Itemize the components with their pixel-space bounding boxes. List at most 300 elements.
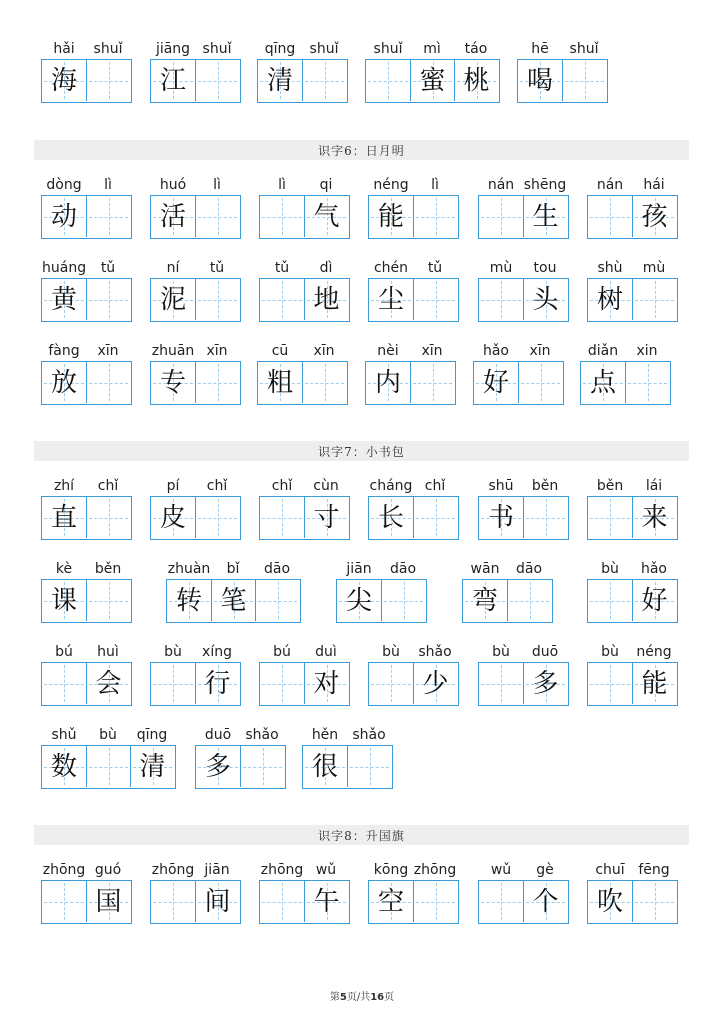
pinyin: bù	[601, 644, 619, 660]
writing-boxes	[41, 496, 132, 540]
word-group	[150, 861, 241, 925]
pinyin: xin	[636, 343, 658, 359]
pinyin: xīn	[206, 343, 228, 359]
character-box	[523, 663, 567, 704]
pinyin-line	[41, 560, 132, 578]
pinyin: tǔ	[100, 260, 116, 276]
word-group	[478, 477, 569, 541]
pinyin: chén	[373, 260, 409, 276]
empty-box[interactable]	[479, 881, 523, 922]
pinyin: hē	[531, 41, 549, 57]
writing-boxes	[257, 59, 348, 103]
empty-box[interactable]	[562, 60, 606, 101]
pinyin: tǔ	[427, 260, 443, 276]
pinyin-line	[336, 560, 427, 578]
character-box	[42, 196, 86, 237]
pinyin: gè	[536, 862, 554, 878]
hanzi: 皮	[159, 502, 186, 533]
character-box	[304, 196, 348, 237]
pinyin-line	[150, 477, 241, 495]
current-page: 5	[339, 992, 347, 1003]
hanzi: 很	[311, 751, 338, 782]
word-group	[368, 861, 459, 925]
word-group	[368, 643, 459, 707]
character-box	[463, 580, 507, 621]
hanzi: 孩	[641, 201, 668, 232]
empty-box[interactable]	[347, 746, 391, 787]
writing-boxes	[150, 496, 241, 540]
character-box	[337, 580, 381, 621]
empty-box[interactable]	[588, 580, 632, 621]
pinyin: dòng	[46, 177, 82, 193]
character-box	[195, 663, 239, 704]
hanzi: 好	[482, 367, 509, 398]
empty-box[interactable]	[369, 663, 413, 704]
page-footer: 第5页/共16页	[329, 992, 395, 1003]
pinyin-line	[41, 259, 132, 277]
empty-box[interactable]	[86, 746, 130, 787]
empty-box[interactable]	[195, 279, 239, 320]
writing-boxes	[41, 579, 132, 623]
word-group	[41, 726, 176, 790]
empty-box[interactable]	[86, 362, 130, 403]
empty-box[interactable]	[588, 663, 632, 704]
word-group	[257, 342, 348, 406]
empty-box[interactable]	[260, 196, 304, 237]
pinyin: zhōng	[42, 862, 86, 878]
writing-boxes	[259, 880, 350, 924]
character-box	[86, 881, 130, 922]
writing-boxes	[478, 880, 569, 924]
empty-box[interactable]	[86, 580, 130, 621]
writing-boxes	[150, 880, 241, 924]
hanzi: 寸	[313, 502, 340, 533]
character-box	[479, 497, 523, 538]
hanzi: 活	[159, 201, 186, 232]
character-box	[632, 663, 676, 704]
pinyin: shuǐ	[373, 41, 403, 57]
pinyin-line	[587, 259, 678, 277]
pinyin: fēng	[638, 862, 670, 878]
pinyin: zhí	[53, 478, 75, 494]
pinyin-line	[150, 643, 241, 661]
character-box	[304, 279, 348, 320]
character-box	[151, 497, 195, 538]
empty-box[interactable]	[413, 497, 457, 538]
empty-box[interactable]	[413, 196, 457, 237]
hanzi: 江	[159, 65, 186, 96]
empty-box[interactable]	[260, 497, 304, 538]
pinyin-line	[41, 477, 132, 495]
writing-boxes	[336, 579, 427, 623]
character-box	[369, 279, 413, 320]
word-group	[259, 477, 350, 541]
pinyin: dì	[319, 260, 333, 276]
pinyin: hǎo	[482, 343, 510, 359]
hanzi: 生	[532, 201, 559, 232]
word-group	[166, 560, 301, 624]
pinyin-line	[580, 342, 671, 360]
character-box	[304, 497, 348, 538]
empty-box[interactable]	[240, 746, 284, 787]
hanzi: 能	[377, 201, 404, 232]
empty-box[interactable]	[195, 362, 239, 403]
pinyin: wǔ	[490, 862, 512, 878]
character-box	[211, 580, 255, 621]
character-box	[632, 497, 676, 538]
writing-boxes	[365, 59, 500, 103]
writing-boxes	[368, 662, 459, 706]
hanzi: 树	[596, 284, 623, 315]
pinyin: xīn	[313, 343, 335, 359]
empty-box[interactable]	[195, 497, 239, 538]
character-box	[523, 196, 567, 237]
pinyin: duì	[315, 644, 337, 660]
pinyin: tǔ	[209, 260, 225, 276]
pinyin: duō	[204, 727, 232, 743]
empty-box[interactable]	[302, 362, 346, 403]
hanzi: 海	[50, 65, 77, 96]
writing-boxes	[587, 278, 678, 322]
word-group	[365, 40, 500, 104]
hanzi: 弯	[471, 585, 498, 616]
hanzi: 桃	[463, 65, 490, 96]
empty-box[interactable]	[588, 196, 632, 237]
writing-boxes	[41, 662, 132, 706]
pinyin: bù	[492, 644, 510, 660]
word-group	[41, 643, 132, 707]
pinyin: kè	[55, 561, 73, 577]
pinyin-line	[587, 861, 678, 879]
writing-boxes	[41, 745, 176, 789]
writing-boxes	[259, 496, 350, 540]
hanzi: 对	[313, 668, 340, 699]
empty-box[interactable]	[479, 279, 523, 320]
word-group	[41, 259, 132, 323]
pinyin: běn	[94, 561, 122, 577]
word-group	[587, 643, 678, 707]
word-group	[41, 176, 132, 240]
character-box	[42, 60, 86, 101]
pinyin-line	[587, 560, 678, 578]
character-box	[304, 881, 348, 922]
hanzi: 清	[139, 751, 166, 782]
word-group	[150, 176, 241, 240]
pinyin-line	[473, 342, 564, 360]
pinyin: jiāng	[155, 41, 191, 57]
character-box	[369, 881, 413, 922]
character-box	[196, 746, 240, 787]
pinyin: shǎo	[418, 644, 452, 660]
pinyin: chǐ	[97, 478, 119, 494]
hanzi: 气	[313, 201, 340, 232]
pinyin: cháng	[369, 478, 413, 494]
empty-box[interactable]	[260, 279, 304, 320]
character-box	[410, 60, 454, 101]
empty-box[interactable]	[195, 60, 239, 101]
word-group	[462, 560, 553, 624]
word-group	[41, 40, 132, 104]
section-header: 识字6：日月明	[34, 140, 689, 160]
writing-boxes	[41, 278, 132, 322]
pinyin-line	[41, 726, 176, 744]
empty-box[interactable]	[625, 362, 669, 403]
pinyin: mù	[642, 260, 666, 276]
writing-boxes	[259, 195, 350, 239]
character-box	[258, 362, 302, 403]
hanzi: 个	[532, 886, 559, 917]
hanzi: 喝	[526, 65, 553, 96]
empty-box[interactable]	[507, 580, 551, 621]
empty-box[interactable]	[195, 196, 239, 237]
writing-boxes	[580, 361, 671, 405]
pinyin: bǐ	[226, 561, 240, 577]
word-group	[580, 342, 671, 406]
word-group	[150, 643, 241, 707]
pinyin-line	[150, 342, 241, 360]
pinyin: fàng	[48, 343, 80, 359]
pinyin: qi	[319, 177, 333, 193]
character-box	[523, 881, 567, 922]
hanzi: 专	[159, 367, 186, 398]
pinyin: zhuān	[151, 343, 195, 359]
word-group	[365, 342, 456, 406]
pinyin: diǎn	[587, 343, 619, 359]
hanzi: 吹	[596, 886, 623, 917]
writing-boxes	[478, 662, 569, 706]
hanzi: 午	[313, 886, 340, 917]
empty-box[interactable]	[632, 279, 676, 320]
pinyin: huó	[159, 177, 187, 193]
empty-box[interactable]	[518, 362, 562, 403]
pinyin: cùn	[313, 478, 339, 494]
empty-box[interactable]	[86, 196, 130, 237]
character-box	[523, 279, 567, 320]
word-group	[41, 861, 132, 925]
pinyin: bú	[273, 644, 291, 660]
empty-box[interactable]	[523, 497, 567, 538]
pinyin: shǎo	[245, 727, 279, 743]
empty-box[interactable]	[260, 881, 304, 922]
pinyin: nèi	[377, 343, 399, 359]
pinyin: xīn	[529, 343, 551, 359]
empty-box[interactable]	[86, 60, 130, 101]
hanzi: 地	[313, 284, 340, 315]
character-box	[588, 881, 632, 922]
section-header: 识字7：小书包	[34, 441, 689, 461]
hanzi: 书	[487, 502, 514, 533]
pinyin: shuǐ	[202, 41, 232, 57]
pinyin: shuǐ	[93, 41, 123, 57]
pinyin-line	[368, 861, 459, 879]
hanzi: 动	[50, 201, 77, 232]
hanzi: 少	[422, 668, 449, 699]
writing-boxes	[587, 195, 678, 239]
pinyin: wǔ	[315, 862, 337, 878]
hanzi: 点	[589, 367, 616, 398]
character-box	[632, 196, 676, 237]
empty-box[interactable]	[86, 279, 130, 320]
word-group	[150, 342, 241, 406]
writing-boxes	[259, 662, 350, 706]
pinyin: duō	[531, 644, 559, 660]
writing-boxes	[368, 880, 459, 924]
pinyin-line	[587, 176, 678, 194]
character-box	[588, 279, 632, 320]
hanzi: 黄	[50, 284, 77, 315]
character-box	[258, 60, 302, 101]
empty-box[interactable]	[151, 663, 195, 704]
character-box	[42, 362, 86, 403]
empty-box[interactable]	[366, 60, 410, 101]
word-group	[150, 259, 241, 323]
pinyin: bù	[601, 561, 619, 577]
character-box	[518, 60, 562, 101]
word-group	[368, 259, 459, 323]
pinyin: jiān	[204, 862, 230, 878]
hanzi: 能	[641, 668, 668, 699]
pinyin: jiān	[346, 561, 372, 577]
empty-box[interactable]	[42, 881, 86, 922]
hanzi: 课	[50, 585, 77, 616]
empty-box[interactable]	[260, 663, 304, 704]
pinyin: mù	[489, 260, 513, 276]
pinyin-line	[41, 40, 132, 58]
pinyin: bù	[99, 727, 117, 743]
empty-box[interactable]	[479, 196, 523, 237]
pinyin-line	[166, 560, 301, 578]
pinyin: běn	[531, 478, 559, 494]
word-group	[587, 861, 678, 925]
writing-boxes	[302, 745, 393, 789]
pinyin: ní	[166, 260, 180, 276]
pinyin: lì	[104, 177, 112, 193]
writing-boxes	[478, 496, 569, 540]
writing-boxes	[166, 579, 301, 623]
pinyin: táo	[464, 41, 488, 57]
pinyin-line	[478, 259, 569, 277]
empty-box[interactable]	[151, 881, 195, 922]
word-group	[257, 40, 348, 104]
character-box	[130, 746, 174, 787]
pinyin: lì	[278, 177, 286, 193]
empty-box[interactable]	[479, 663, 523, 704]
pinyin-line	[41, 861, 132, 879]
hanzi: 尖	[345, 585, 372, 616]
hanzi: 转	[175, 585, 202, 616]
pinyin: zhōng	[260, 862, 304, 878]
pinyin: dāo	[263, 561, 291, 577]
writing-boxes	[150, 662, 241, 706]
hanzi: 空	[377, 886, 404, 917]
pinyin: lái	[645, 478, 663, 494]
word-group	[302, 726, 393, 790]
writing-boxes	[41, 195, 132, 239]
writing-boxes	[259, 278, 350, 322]
writing-boxes	[41, 880, 132, 924]
writing-boxes	[257, 361, 348, 405]
word-group	[587, 176, 678, 240]
pinyin: xīn	[97, 343, 119, 359]
empty-box[interactable]	[255, 580, 299, 621]
writing-boxes	[587, 579, 678, 623]
section-header: 识字8：升国旗	[34, 825, 689, 845]
character-box	[195, 881, 239, 922]
pinyin: lì	[213, 177, 221, 193]
word-group	[478, 259, 569, 323]
empty-box[interactable]	[588, 497, 632, 538]
hanzi: 国	[95, 886, 122, 917]
pinyin-line	[368, 259, 459, 277]
hanzi: 笔	[220, 585, 247, 616]
empty-box[interactable]	[410, 362, 454, 403]
character-box	[474, 362, 518, 403]
empty-box[interactable]	[42, 663, 86, 704]
pinyin: pí	[166, 478, 180, 494]
pinyin: zhōng	[151, 862, 195, 878]
writing-boxes	[150, 59, 241, 103]
hanzi: 行	[204, 668, 231, 699]
pinyin: běn	[596, 478, 624, 494]
pinyin: tǔ	[274, 260, 290, 276]
pinyin: chǐ	[424, 478, 446, 494]
pinyin-line	[41, 643, 132, 661]
character-box	[167, 580, 211, 621]
pinyin: chuī	[595, 862, 625, 878]
pinyin: mì	[423, 41, 441, 57]
pinyin-line	[259, 477, 350, 495]
word-group	[336, 560, 427, 624]
writing-boxes	[478, 195, 569, 239]
pinyin: bù	[164, 644, 182, 660]
pinyin-line	[150, 176, 241, 194]
hanzi: 长	[377, 502, 404, 533]
pinyin-line	[368, 643, 459, 661]
empty-box[interactable]	[413, 279, 457, 320]
word-group	[473, 342, 564, 406]
pinyin: nán	[596, 177, 624, 193]
writing-boxes	[150, 278, 241, 322]
empty-box[interactable]	[381, 580, 425, 621]
word-group	[41, 342, 132, 406]
hanzi: 内	[374, 367, 401, 398]
pinyin-line	[365, 40, 500, 58]
word-group	[41, 560, 132, 624]
character-box	[151, 196, 195, 237]
pinyin: bú	[55, 644, 73, 660]
pinyin: xíng	[202, 644, 232, 660]
writing-boxes	[587, 496, 678, 540]
pinyin-line	[587, 477, 678, 495]
pinyin: shuǐ	[309, 41, 339, 57]
empty-box[interactable]	[86, 497, 130, 538]
word-group	[587, 560, 678, 624]
pinyin: zhuàn	[167, 561, 211, 577]
character-box	[42, 497, 86, 538]
pinyin-line	[478, 861, 569, 879]
pinyin-line	[587, 643, 678, 661]
empty-box[interactable]	[632, 881, 676, 922]
writing-boxes	[41, 361, 132, 405]
hanzi: 间	[204, 886, 231, 917]
writing-boxes	[150, 361, 241, 405]
empty-box[interactable]	[413, 881, 457, 922]
hanzi: 头	[532, 284, 559, 315]
writing-boxes	[473, 361, 564, 405]
pinyin: hái	[643, 177, 665, 193]
character-box	[86, 663, 130, 704]
empty-box[interactable]	[302, 60, 346, 101]
